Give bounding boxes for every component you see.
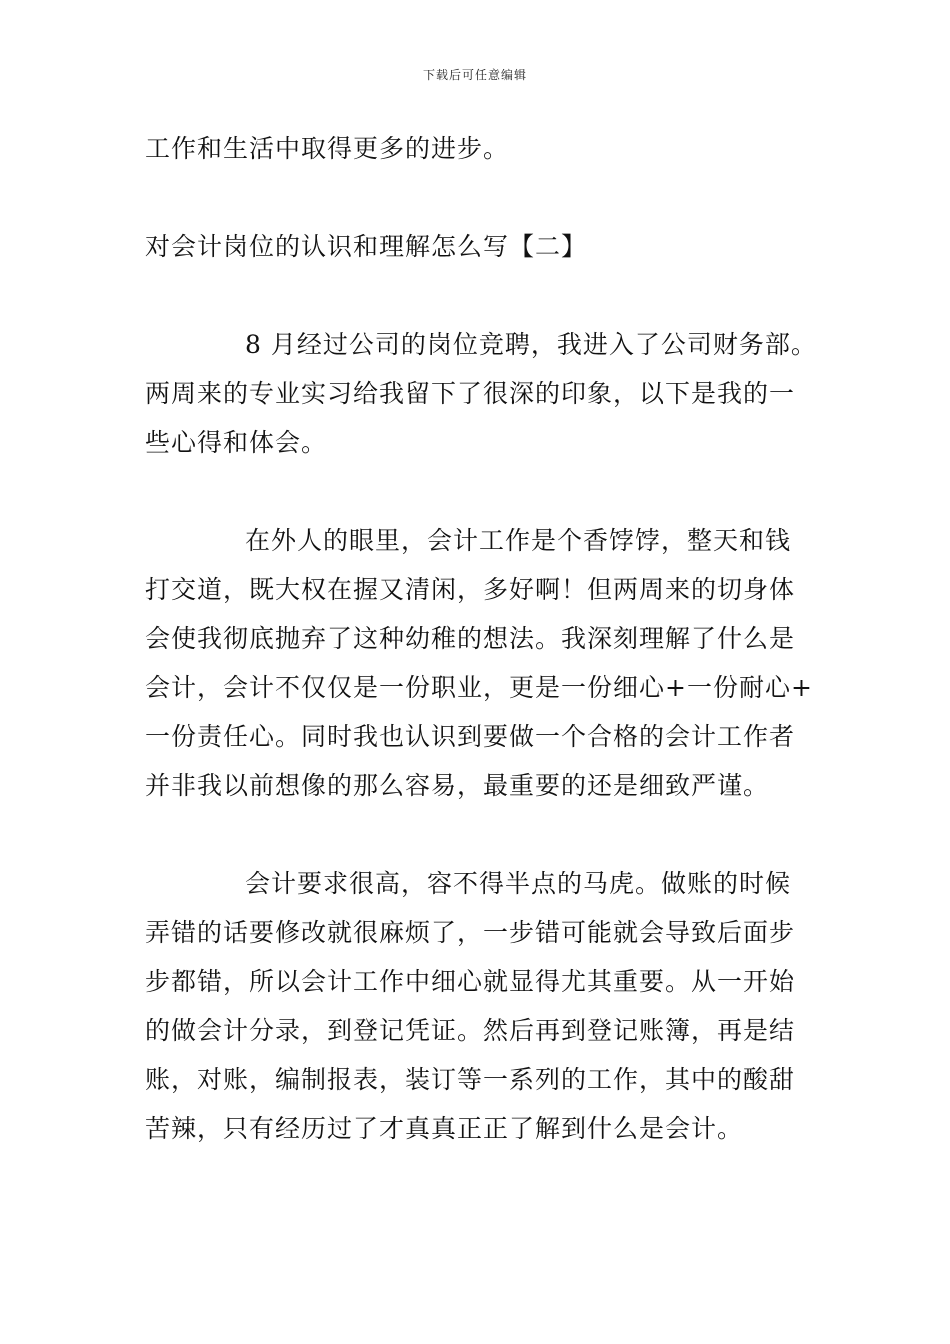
paragraph-line: 账，对账，编制报表，装订等一系列的工作，其中的酸甜 [145, 1065, 796, 1094]
paragraph-line: 的做会计分录，到登记凭证。然后再到登记账簿，再是结 [145, 1016, 796, 1045]
spacer [145, 467, 810, 516]
paragraph-1 [145, 320, 817, 467]
paragraph-line: 会使我彻底抛弃了这种幼稚的想法。我深刻理解了什么是 [145, 624, 796, 653]
paragraph-3 [145, 859, 810, 1153]
paragraph-line: 打交道，既大权在握又清闲，多好啊！但两周来的切身体 [145, 575, 796, 604]
paragraph-line: 在外人的眼里，会计工作是个香饽饽，整天和钱 [245, 526, 792, 555]
paragraph-line: 会计要求很高，容不得半点的马虎。做账的时候 [245, 869, 792, 898]
spacer [145, 271, 810, 320]
spacer [145, 173, 810, 222]
page-header-note: 下载后可任意编辑 [422, 68, 527, 82]
paragraph-line: 苦辣，只有经历过了才真真正正了解到什么是会计。 [145, 1114, 744, 1143]
paragraph-line: 并非我以前想像的那么容易，最重要的还是细致严谨。 [145, 771, 770, 800]
paragraph-line: 弄错的话要修改就很麻烦了，一步错可能就会导致后面步 [145, 918, 796, 947]
document-body [145, 124, 817, 1153]
paragraph-line: 步都错，所以会计工作中细心就显得尤其重要。从一开始 [145, 967, 796, 996]
paragraph-line: 一份责任心。同时我也认识到要做一个合格的会计工作者 [145, 722, 796, 751]
paragraph-line: 些心得和体会。 [145, 428, 328, 457]
section-title: 对会计岗位的认识和理解怎么写【二】 [145, 232, 588, 261]
paragraph-line: 两周来的专业实习给我留下了很深的印象，以下是我的一 [145, 379, 796, 408]
paragraph-2 [145, 516, 813, 810]
intro-line: 工作和生活中取得更多的进步。 [145, 134, 510, 163]
paragraph-line: 8 月经过公司的岗位竞聘，我进入了公司财务部。 [245, 330, 817, 359]
paragraph-line: 会计，会计不仅仅是一份职业，更是一份细心+一份耐心+ [145, 673, 813, 702]
spacer [145, 810, 810, 859]
